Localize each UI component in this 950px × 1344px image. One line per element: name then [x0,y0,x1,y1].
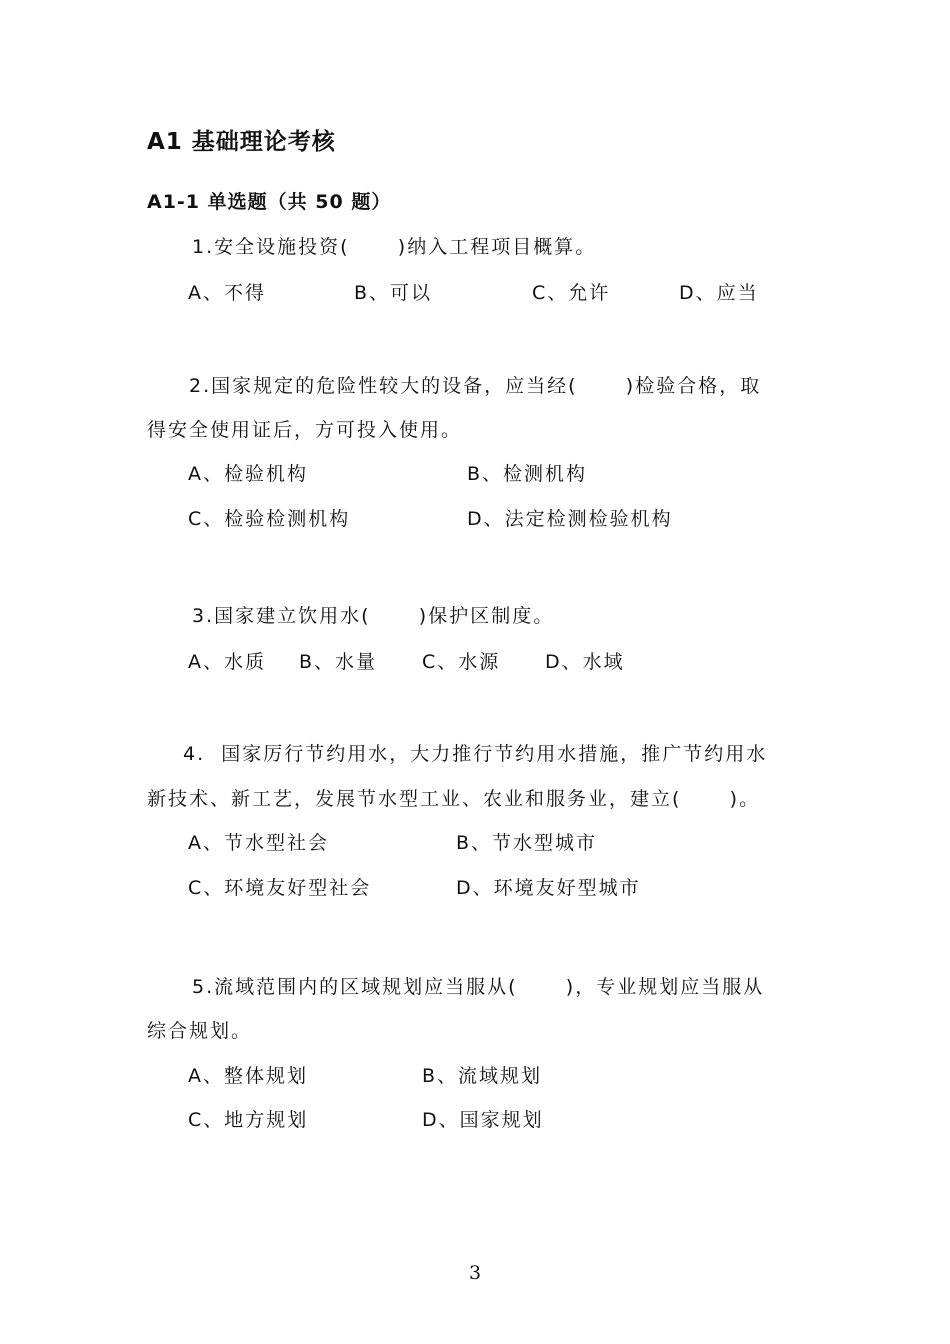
question-4-option-d: D、环境友好型城市 [456,877,641,899]
question-2-option-d: D、法定检测检验机构 [467,508,673,530]
question-4-option-b: B、节水型城市 [456,832,598,854]
question-1-option-a: A、不得 [188,282,266,304]
question-3-text: 3.国家建立饮用水( )保护区制度。 [192,605,555,627]
question-2-option-b: B、检测机构 [467,463,588,485]
question-4-option-a: A、节水型社会 [188,832,329,854]
question-5-option-b: B、流域规划 [422,1065,543,1087]
question-1-option-b: B、可以 [354,282,433,304]
question-4-option-c: C、环境友好型社会 [188,877,372,899]
question-5-option-c: C、地方规划 [188,1109,309,1131]
question-1-option-c: C、允许 [532,282,611,304]
question-5-option-d: D、国家规划 [422,1109,544,1131]
question-2-text-line-1: 2.国家规定的危险性较大的设备，应当经( )检验合格，取 [189,375,762,397]
question-3-option-d: D、水域 [545,651,625,673]
question-2-option-c: C、检验检测机构 [188,508,351,530]
question-3-option-c: C、水源 [422,651,501,673]
question-1-option-d: D、应当 [679,282,759,304]
question-3-option-b: B、水量 [299,651,378,673]
question-4-text-line-2: 新技术、新工艺，发展节水型工业、农业和服务业，建立( )。 [147,788,761,810]
question-4-text-line-1: 4. 国家厉行节约用水，大力推行节约用水措施，推广节约用水 [183,743,768,765]
question-5-option-a: A、整体规划 [188,1065,308,1087]
question-2-text-line-2: 得安全使用证后，方可投入使用。 [147,419,463,441]
subsection-heading: A1-1 单选题（共 50 题） [147,191,392,213]
section-heading: A1 基础理论考核 [147,129,336,155]
question-3-option-a: A、水质 [188,651,266,673]
question-2-option-a: A、检验机构 [188,463,308,485]
page-number: 3 [468,1262,482,1284]
question-5-text-line-2: 综合规划。 [147,1020,253,1042]
question-1-text: 1.安全设施投资( )纳入工程项目概算。 [192,236,597,258]
question-5-text-line-1: 5.流域范围内的区域规划应当服从( )，专业规划应当服从 [192,976,765,998]
